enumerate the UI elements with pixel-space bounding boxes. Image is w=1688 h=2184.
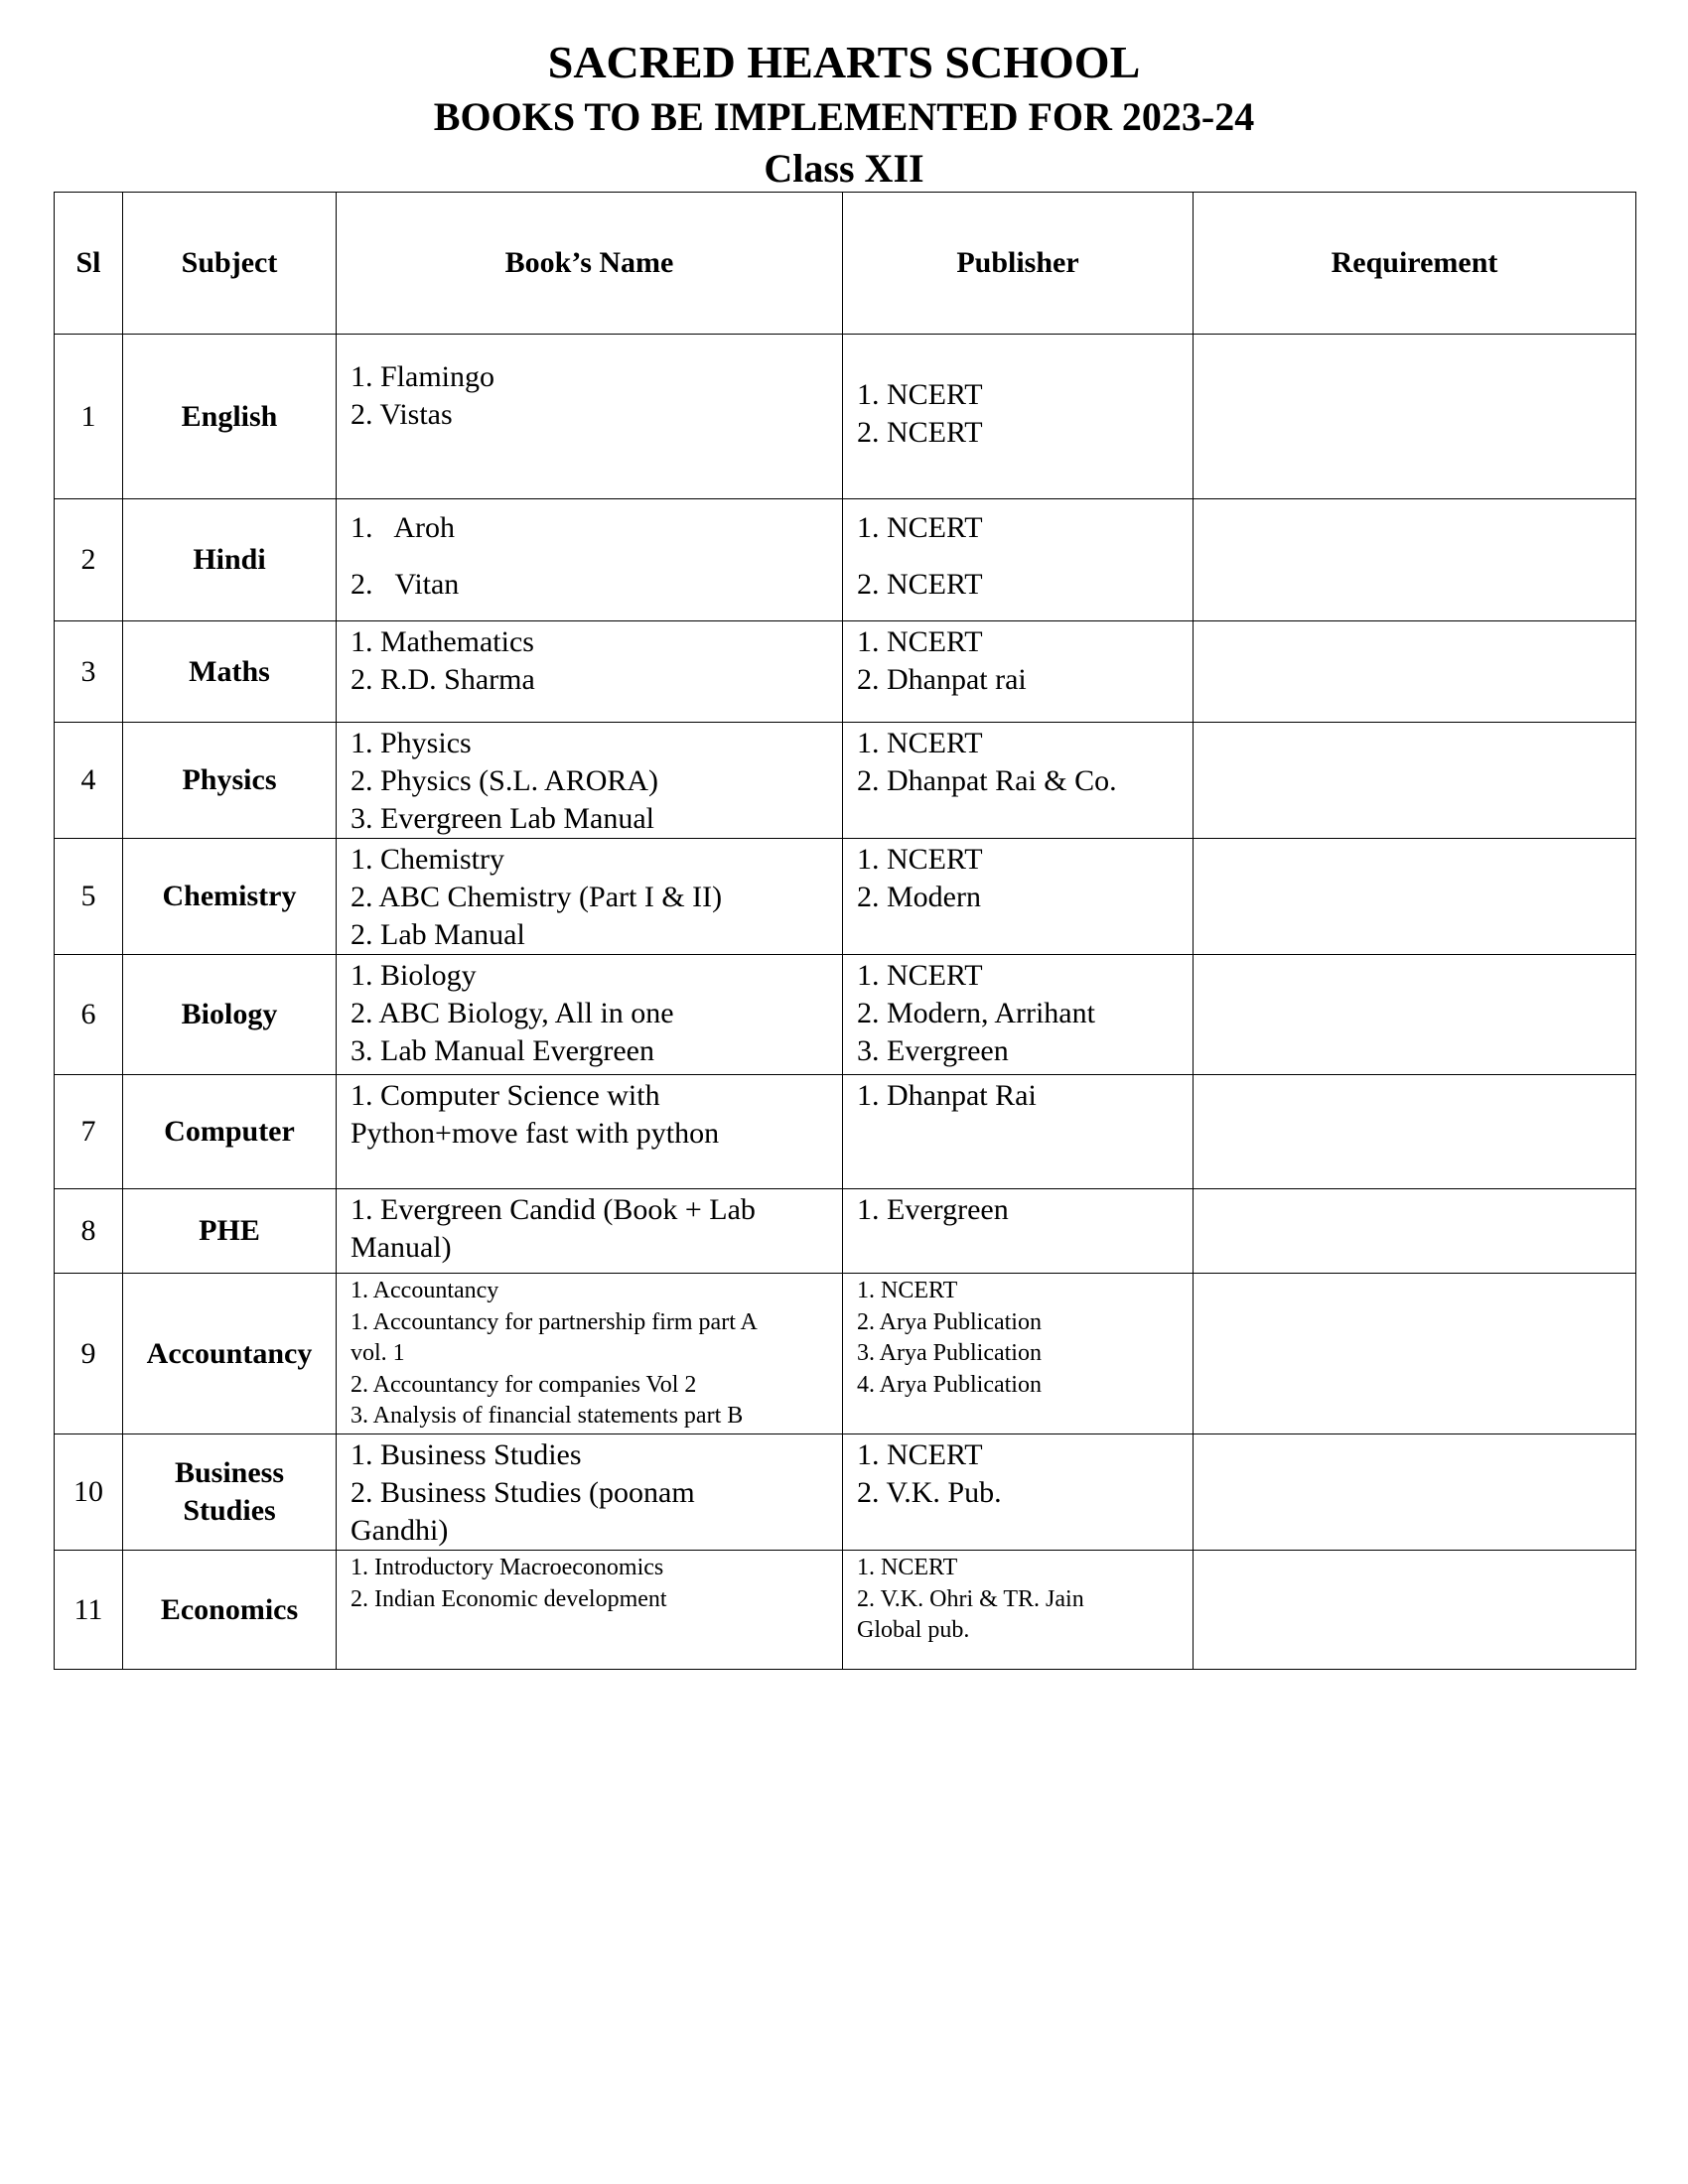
publisher-item: 2. V.K. Pub. xyxy=(857,1476,1002,1509)
subject-name: Hindi xyxy=(123,499,337,621)
school-name: SACRED HEARTS SCHOOL xyxy=(547,37,1141,87)
books-table xyxy=(54,192,1636,1670)
publisher-item: 2. Dhanpat Rai & Co. xyxy=(857,764,1117,797)
book-item: 1. Biology xyxy=(351,959,477,992)
table-row xyxy=(55,1274,1636,1434)
subject-name: Accountancy xyxy=(123,1274,337,1434)
requirement-cell xyxy=(1194,955,1636,1075)
column-header-requirement: Requirement xyxy=(1194,193,1636,335)
publisher-item: 1. NCERT xyxy=(857,1278,958,1303)
book-item: 1. Physics xyxy=(351,727,472,759)
book-item: 2. R.D. Sharma xyxy=(351,663,535,696)
column-header-sl: Sl xyxy=(55,193,123,335)
sl-number: 3 xyxy=(55,621,123,723)
table-row xyxy=(55,1075,1636,1189)
sl-number: 4 xyxy=(55,723,123,839)
book-item: 2. Vitan xyxy=(351,568,460,601)
subject-name-line: Business xyxy=(174,1456,285,1489)
book-item: 1. Chemistry xyxy=(351,843,504,876)
sl-number: 10 xyxy=(55,1434,123,1551)
book-item: 1. Accountancy xyxy=(351,1278,499,1303)
book-list xyxy=(337,1075,843,1189)
sl-number: 6 xyxy=(55,955,123,1075)
book-item: 3. Lab Manual Evergreen xyxy=(351,1034,654,1067)
book-item: 2. Vistas xyxy=(351,398,453,431)
book-item: 1. Computer Science with xyxy=(351,1079,660,1112)
requirement-cell xyxy=(1194,1274,1636,1434)
book-item: 1. Business Studies xyxy=(351,1438,582,1471)
publisher-list xyxy=(843,499,1194,621)
sl-number: 2 xyxy=(55,499,123,621)
requirement-cell xyxy=(1194,621,1636,723)
subject-name: Computer xyxy=(123,1075,337,1189)
book-list xyxy=(337,621,843,723)
publisher-item: 2. Arya Publication xyxy=(857,1308,1042,1335)
document-header xyxy=(0,34,1688,195)
subject-name: Maths xyxy=(123,621,337,723)
table-row xyxy=(55,955,1636,1075)
sl-number: 11 xyxy=(55,1551,123,1670)
book-item: Gandhi) xyxy=(351,1514,449,1547)
publisher-list xyxy=(843,1274,1194,1434)
table-row xyxy=(55,335,1636,499)
book-item: 1. Aroh xyxy=(351,511,455,544)
document-title: BOOKS TO BE IMPLEMENTED FOR 2023-24 xyxy=(433,94,1255,139)
publisher-item: 2. V.K. Ohri & TR. Jain xyxy=(857,1585,1084,1612)
publisher-item: 1. NCERT xyxy=(857,843,983,876)
column-header-subject: Subject xyxy=(123,193,337,335)
book-item: 1. Accountancy for partnership firm part A xyxy=(351,1308,758,1335)
publisher-item: 2. NCERT xyxy=(857,416,983,449)
publisher-item: 1. NCERT xyxy=(857,511,983,544)
publisher-item: 1. NCERT xyxy=(857,959,983,992)
book-list xyxy=(337,1274,843,1434)
book-list xyxy=(337,335,843,499)
requirement-cell xyxy=(1194,499,1636,621)
column-header-book-name: Book’s Name xyxy=(337,193,843,335)
subject-name: Biology xyxy=(123,955,337,1075)
publisher-item: 1. NCERT xyxy=(857,1438,983,1471)
book-item: 1. Evergreen Candid (Book + Lab xyxy=(351,1193,756,1226)
publisher-item: 1. Evergreen xyxy=(857,1193,1009,1226)
publisher-list xyxy=(843,1075,1194,1189)
sl-number: 7 xyxy=(55,1075,123,1189)
book-list xyxy=(337,723,843,839)
publisher-item: 2. Dhanpat rai xyxy=(857,663,1027,696)
book-item: 2. Physics (S.L. ARORA) xyxy=(351,764,659,797)
publisher-item: Global pub. xyxy=(857,1617,970,1643)
book-item: 2. Business Studies (poonam xyxy=(351,1476,695,1509)
subject-name: Economics xyxy=(123,1551,337,1670)
publisher-list xyxy=(843,1189,1194,1274)
table-row xyxy=(55,723,1636,839)
book-item: 1. Flamingo xyxy=(351,360,495,393)
publisher-item: 2. Modern xyxy=(857,881,981,913)
table-row xyxy=(55,1551,1636,1670)
publisher-item: 3. Evergreen xyxy=(857,1034,1009,1067)
class-label: Class XII xyxy=(764,146,924,191)
table-row xyxy=(55,1189,1636,1274)
requirement-cell xyxy=(1194,335,1636,499)
requirement-cell xyxy=(1194,1075,1636,1189)
requirement-cell xyxy=(1194,1434,1636,1551)
book-item: vol. 1 xyxy=(351,1340,405,1366)
publisher-list xyxy=(843,1434,1194,1551)
publisher-item: 1. NCERT xyxy=(857,378,983,411)
publisher-item: 1. NCERT xyxy=(857,727,983,759)
book-item: 2. Indian Economic development xyxy=(351,1585,667,1612)
publisher-item: 1. NCERT xyxy=(857,1555,958,1580)
publisher-item: 3. Arya Publication xyxy=(857,1340,1042,1366)
table-header-row xyxy=(55,193,1636,335)
table-row xyxy=(55,499,1636,621)
book-item: 2. Lab Manual xyxy=(351,918,525,951)
publisher-item: 4. Arya Publication xyxy=(857,1371,1042,1398)
book-item: 2. ABC Biology, All in one xyxy=(351,997,674,1029)
book-item: 1. Introductory Macroeconomics xyxy=(351,1555,664,1580)
book-item: 3. Analysis of financial statements part B xyxy=(351,1403,744,1429)
publisher-item: 2. NCERT xyxy=(857,568,983,601)
book-list xyxy=(337,499,843,621)
publisher-list xyxy=(843,955,1194,1075)
subject-name: Chemistry xyxy=(123,839,337,955)
table-row xyxy=(55,839,1636,955)
requirement-cell xyxy=(1194,1189,1636,1274)
sl-number: 1 xyxy=(55,335,123,499)
book-list xyxy=(337,1189,843,1274)
book-list xyxy=(337,1551,843,1670)
publisher-item: 1. NCERT xyxy=(857,625,983,658)
subject-name: English xyxy=(123,335,337,499)
book-item: 1. Mathematics xyxy=(351,625,534,658)
requirement-cell xyxy=(1194,839,1636,955)
publisher-list xyxy=(843,839,1194,955)
publisher-list xyxy=(843,1551,1194,1670)
publisher-item: 2. Modern, Arrihant xyxy=(857,997,1095,1029)
book-item: 2. ABC Chemistry (Part I & II) xyxy=(351,881,723,913)
book-list xyxy=(337,955,843,1075)
table-row xyxy=(55,621,1636,723)
publisher-list xyxy=(843,335,1194,499)
sl-number: 5 xyxy=(55,839,123,955)
subject-name-line: Studies xyxy=(183,1494,276,1527)
sl-number: 9 xyxy=(55,1274,123,1434)
publisher-list xyxy=(843,621,1194,723)
publisher-list xyxy=(843,723,1194,839)
book-item: Python+move fast with python xyxy=(351,1117,720,1150)
subject-name: Physics xyxy=(123,723,337,839)
table-row xyxy=(55,1434,1636,1551)
book-item: 2. Accountancy for companies Vol 2 xyxy=(351,1371,697,1398)
publisher-item: 1. Dhanpat Rai xyxy=(857,1079,1037,1112)
book-list xyxy=(337,1434,843,1551)
subject-name xyxy=(123,1434,337,1551)
requirement-cell xyxy=(1194,1551,1636,1670)
book-list xyxy=(337,839,843,955)
subject-name: PHE xyxy=(123,1189,337,1274)
sl-number: 8 xyxy=(55,1189,123,1274)
book-item: Manual) xyxy=(351,1231,452,1264)
column-header-publisher: Publisher xyxy=(843,193,1194,335)
book-item: 3. Evergreen Lab Manual xyxy=(351,802,654,835)
requirement-cell xyxy=(1194,723,1636,839)
